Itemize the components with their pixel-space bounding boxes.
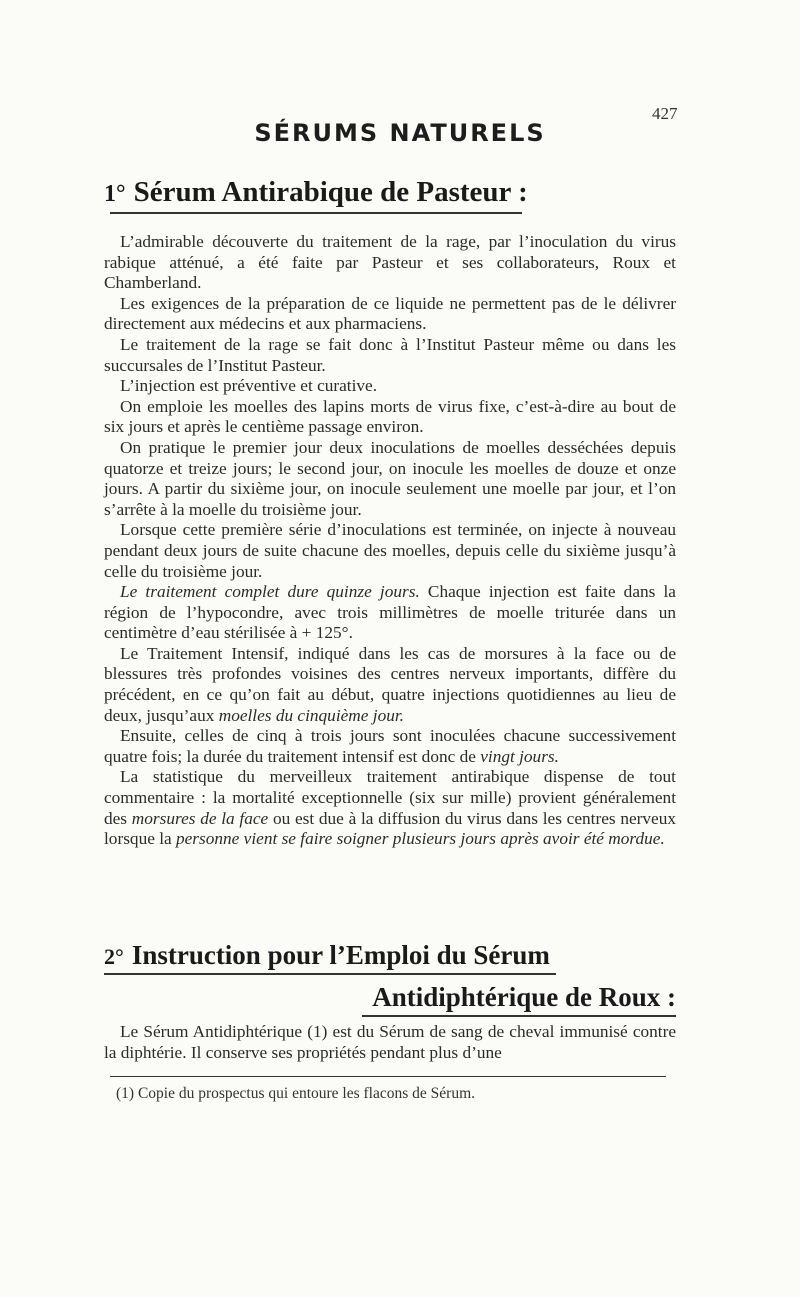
section2-body (104, 1022, 676, 1063)
paragraph (104, 726, 676, 767)
paragraph: L’admirable découverte du traitement de la rage, par l’inoculation du virus rabique atténué, a été faite par Pasteur et ses collaborateurs, Roux et Chamberland. (104, 232, 676, 293)
section1-title-text: Sérum Antirabique de Pasteur : (133, 176, 528, 208)
footnote: (1) Copie du prospectus qui entoure les flacons de Sérum. (116, 1085, 475, 1102)
footnote-rule (110, 1076, 666, 1077)
section1-title-rule (110, 212, 522, 214)
paragraph: Lorsque cette première série d’inoculations est terminée, on injecte à nouveau pendant deux jours de suite chacune des moelles, depuis celle du sixième jusqu’à celle du troisième jour. (104, 520, 676, 581)
paragraph: Le Sérum Antidiphtérique (1) est du Sérum de sang de cheval immunisé contre la diphtérie. Il conserve ses propriétés pendant plus d’une (104, 1022, 676, 1062)
italic-text: moelles du cinquième jour. (218, 705, 404, 725)
paragraph-text: ou est due à la diffusion du virus dans les centres nerveux lorsque la (104, 808, 677, 849)
paragraph: Le traitement de la rage se fait donc à l’Institut Pasteur même ou dans les succursales de l’Institut Pasteur. (104, 334, 676, 375)
italic-text: morsures de la face (131, 808, 269, 828)
page-number: 427 (652, 104, 678, 123)
section1-title (104, 176, 528, 209)
paragraph-text: La statistique du merveilleux traitement antirabique dispense de tout commentaire : la mortalité exceptionnelle (six sur mille) provient généralement des (104, 767, 676, 828)
paragraph (104, 582, 676, 644)
paragraph: On pratique le premier jour deux inoculations de moelles desséchées depuis quatorze et treize jours; le second jour, on inocule les moelles de douze et onze jours. A partir du sixième jour, on inocule seulement une moelle par jour, et l’on s’arrête à la moelle du troisième jour. (104, 437, 676, 519)
section2-title-line2: Antidiphtérique de Roux : (372, 982, 676, 1012)
paragraph (104, 767, 676, 849)
section2-subtitle-rule (362, 1015, 676, 1017)
section1-number: 1° (104, 181, 126, 207)
running-head: SÉRUMS NATURELS (254, 119, 546, 147)
paragraph-text: Le Traitement Intensif, indiqué dans les cas de morsures à la face ou de blessures très profondes voisines des centres nerveux importants, diffère du précédent, en ce qu’on fait au début, quatre injections quotidiennes au lieu de deux, jusqu’aux (104, 643, 676, 725)
section2-title-text: Instruction pour l’Emploi du Sérum (131, 940, 550, 970)
paragraph (104, 644, 676, 726)
paragraph-text: Chaque injection est faite dans la région de l’hypocondre, avec trois millimètres de moelle triturée dans un centimètre d’eau stérilisée à + 125°. (104, 582, 676, 643)
section2-number: 2° (104, 944, 124, 969)
italic-text: personne vient se faire soigner plusieurs jours après avoir été mordue. (176, 829, 665, 849)
paragraph: L’injection est préventive et curative. (120, 376, 378, 396)
section2-title-line1 (104, 940, 550, 971)
paragraph-text: Ensuite, celles de cinq à trois jours sont inoculées chacune successivement quatre fois; la durée du traitement intensif est donc de (104, 726, 676, 766)
paragraph: On emploie les moelles des lapins morts de virus fixe, c’est-à-dire au bout de six jours et après le centième passage environ. (104, 396, 676, 437)
section2-title-rule (104, 973, 556, 975)
paragraph: Les exigences de la préparation de ce liquide ne permettent pas de le délivrer directement aux médecins et aux pharmaciens. (104, 293, 676, 334)
italic-text: vingt jours. (480, 746, 559, 766)
section1-body (104, 232, 676, 850)
italic-text: Le traitement complet dure quinze jours. (120, 582, 420, 602)
